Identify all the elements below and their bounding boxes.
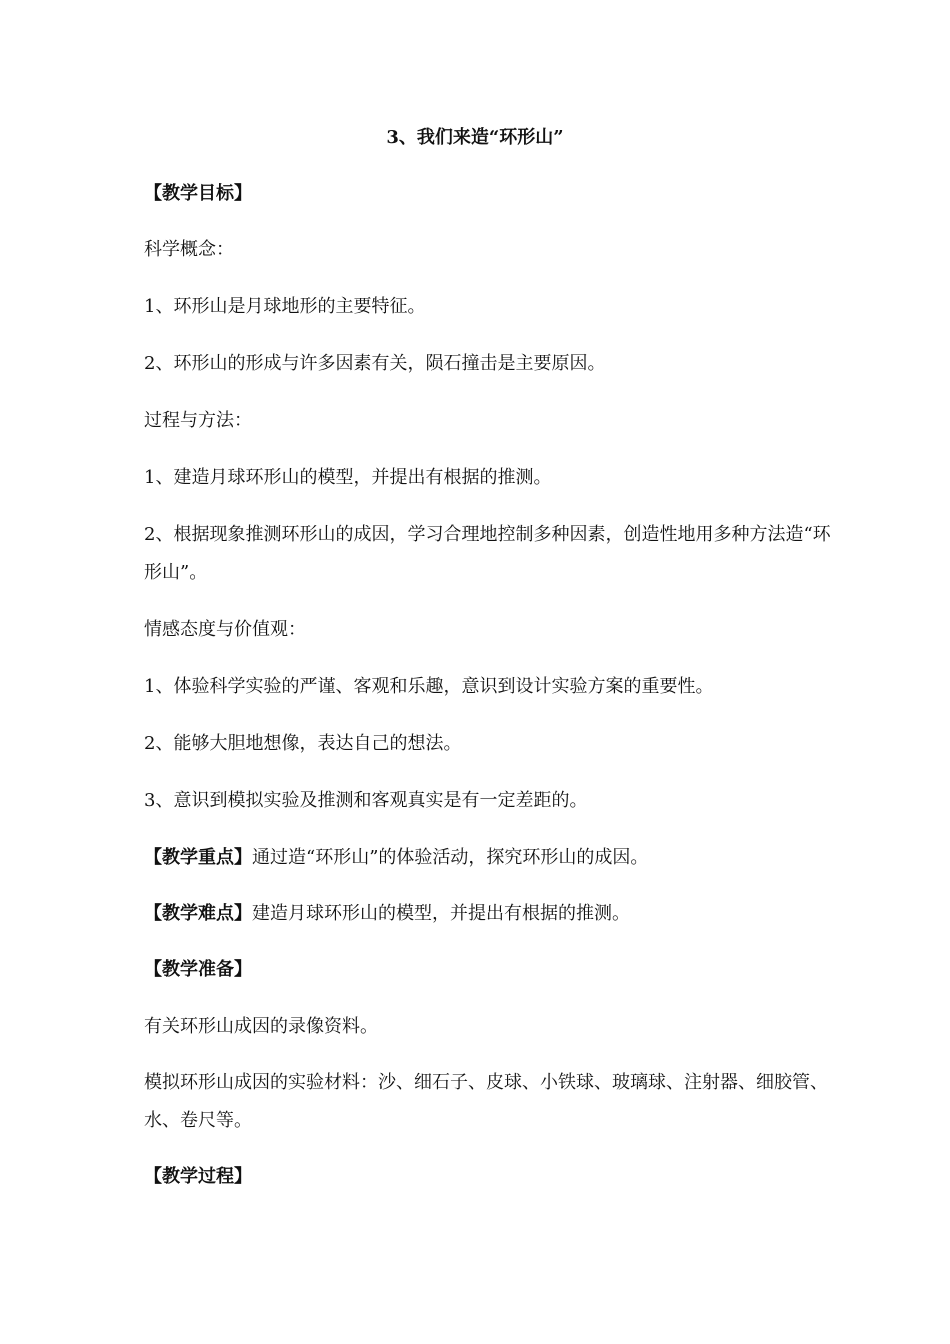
difficult-point-line (144, 902, 834, 926)
attitude-item-3: 3、意识到模拟实验及推测和客观真实是有一定差距的。 (144, 790, 588, 811)
process-method-item-2: 2、根据现象推测环形山的成因，学习合理地控制多种因素，创造性地用多种方法造“环形山”。 (144, 524, 831, 583)
science-concept-item-2: 2、环形山的形成与许多因素有关，陨石撞击是主要原因。 (144, 353, 606, 374)
attitude-item-1: 1、体验科学实验的严谨、客观和乐趣，意识到设计实验方案的重要性。 (144, 676, 714, 697)
key-point-label: 【教学重点】 (144, 847, 252, 868)
science-concepts-heading: 科学概念： (144, 239, 234, 260)
document-title: 3、我们来造“环形山” (386, 127, 564, 148)
preparation-item-2: 模拟环形山成因的实验材料：沙、细石子、皮球、小铁球、玻璃球、注射器、细胶管、水、卷尺等。 (144, 1072, 828, 1131)
difficult-point-label: 【教学难点】 (144, 903, 252, 924)
attitudes-values-heading: 情感态度与价值观： (144, 619, 306, 640)
key-point-line (144, 846, 834, 870)
preparation-item-1: 有关环形山成因的录像资料。 (144, 1016, 378, 1037)
process-methods-heading: 过程与方法： (144, 410, 252, 431)
science-concept-item-1: 1、环形山是月球地形的主要特征。 (144, 296, 426, 317)
objectives-heading: 【教学目标】 (144, 183, 252, 204)
difficult-point-text: 建造月球环形山的模型，并提出有根据的推测。 (252, 903, 630, 924)
attitude-item-2: 2、能够大胆地想像，表达自己的想法。 (144, 733, 462, 754)
process-method-item-1: 1、建造月球环形山的模型，并提出有根据的推测。 (144, 467, 552, 488)
process-heading: 【教学过程】 (144, 1166, 252, 1187)
key-point-text: 通过造“环形山”的体验活动，探究环形山的成因。 (252, 847, 649, 868)
preparation-heading: 【教学准备】 (144, 959, 252, 980)
